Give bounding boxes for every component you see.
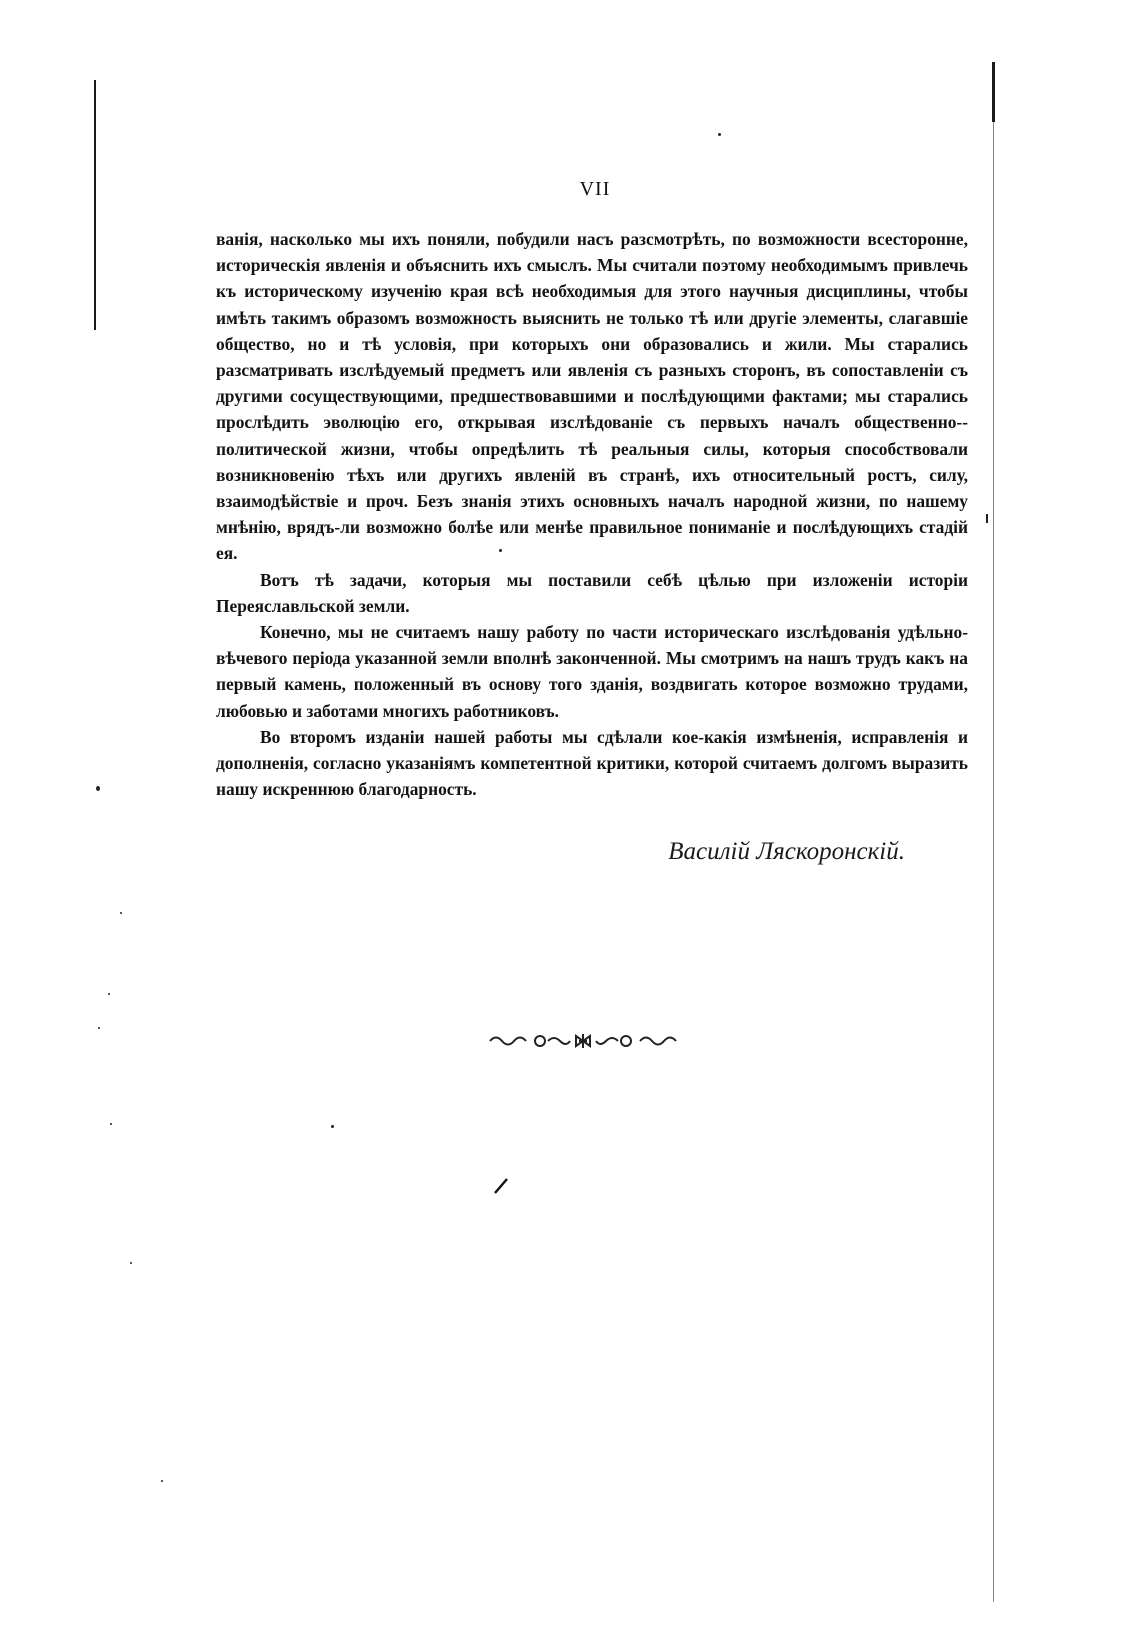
left-binding-shadow <box>94 80 96 330</box>
body-text <box>216 226 968 802</box>
paragraph-2: Вотъ тѣ задачи, которыя мы поставили себѣ цѣлью при изложеніи исторіи Переяславльской земли. <box>216 569 968 616</box>
scan-speck <box>718 133 721 136</box>
scan-speck <box>96 786 100 791</box>
scan-speck <box>110 1123 112 1125</box>
scan-speck <box>98 1027 100 1029</box>
scan-speck <box>120 912 122 914</box>
scan-speck <box>331 1125 334 1128</box>
scan-speck <box>986 514 988 523</box>
paragraph-1: ванія, насколько мы ихъ поняли, побудили насъ разсмотрѣть, по возможности всесторонне, историческія явленія и объяснить ихъ смыслъ. Мы считали поэтому необходимымъ привлечь къ историческому изученію края всѣ необходимыя для этого научныя дисциплины, чтобы имѣть такимъ образомъ возможность выяснить не только тѣ или другіе элементы, слагавшіе общество, но и тѣ условія, при которыхъ они образовались и жили. Мы старались разсматривать изслѣдуемый предметъ или явленія съ разныхъ сторонъ, въ сопоставленіи съ другими сосуществующими, предшествовавшими и послѣдующими фактами; мы старались прослѣдить эволюцію его, открывая изслѣдованіе съ первыхъ началъ общественно--политической жизни, чтобы опредѣлить тѣ реальныя силы, которыя способствовали возникновенію тѣхъ или другихъ явленій въ странѣ, ихъ относительный ростъ, силу, взаимодѣйствіе и проч. Безъ знанія этихъ основныхъ началъ народной жизни, по нашему мнѣнію, врядъ-ли возможно болѣе или менѣе правильное пониманіе и послѣдующихъ стадій ея. <box>216 229 968 564</box>
paragraph-3: Конечно, мы не считаемъ нашу работу по части историческаго изслѣдованія удѣльно-вѣчевого періода указанной земли вполнѣ законченной. Мы смотримъ на нашъ трудъ какъ на первый камень, положенный въ основу того зданія, воздвигать которое возможно трудами, любовью и заботами многихъ работниковъ. <box>216 622 968 721</box>
vignette-ornament-icon <box>488 1032 678 1050</box>
stray-ink-mark <box>494 1178 508 1194</box>
author-signature: Василій Ляскоронскій. <box>668 838 905 865</box>
paragraph-4: Во второмъ изданіи нашей работы мы сдѣлали кое-какія измѣненія, исправленія и дополненія, согласно указаніямъ компетентной критики, которой считаемъ долгомъ выразить нашу искреннюю благодарность. <box>216 726 968 800</box>
right-page-edge <box>992 62 995 122</box>
right-page-edge-line <box>993 122 994 1602</box>
page-number: VII <box>579 178 611 200</box>
scan-speck <box>108 993 110 995</box>
scan-speck <box>161 1480 163 1482</box>
scan-speck <box>130 1262 132 1264</box>
